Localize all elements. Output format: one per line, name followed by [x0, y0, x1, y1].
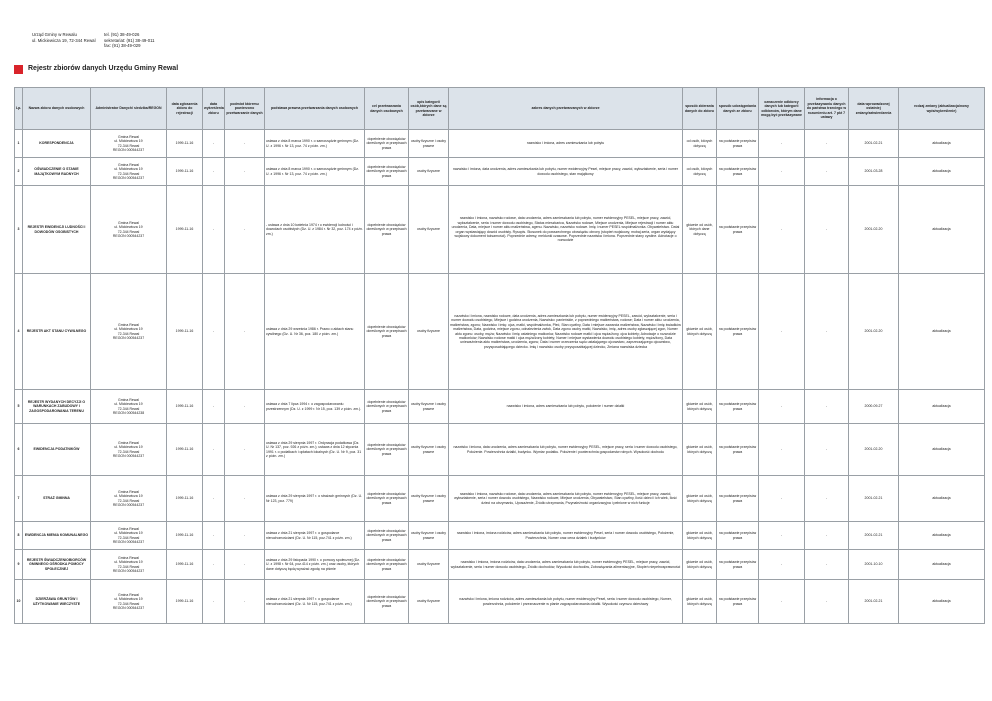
legal-basis: ustawa z dnia 29 sierpnia 1997 r. Ordynacja podatkowa (Dz. U. Nr 137, poz. 926 z późn. zm.); ustawa z dnia 12 stycznia 1991 r. o podatkach i opłatach lokalnych (Dz. U. Nr 9, poz. 31 z późn. zm.): [265, 424, 365, 476]
third-country-transfer: -: [805, 158, 849, 186]
admin-line: ul. Mickiewicza 19: [114, 327, 143, 332]
admin-line: REGON 000544237: [112, 568, 145, 573]
collection-method: głównie od osób, których dane dotyczą: [683, 186, 717, 274]
data-scope: nazwisko i imiona, data urodzenia, adres zamieszkania lub pobytu, numer ewidencyjny Pesel, miejsce pracy, zawód, wykształcenie, seria i numer dowodu osobistego, stan majątkowy: [449, 158, 683, 186]
third-country-transfer: -: [805, 424, 849, 476]
col-header: data zgłoszenia zbioru do rejestracji: [167, 88, 203, 130]
dataset-name: REJESTR WYDANYCH DECYZJI O WARUNKACH ZABUDOWY I ZAGOSPODAROWANIA TERENU: [23, 390, 91, 424]
legal-basis: ustawa z dnia 29 sierpnia 1997 r. o strażach gminnych (Dz. U. Nr 123, poz. 779): [265, 476, 365, 522]
last-change-date: 2001-02-21: [849, 580, 899, 624]
recipients: -: [759, 550, 805, 580]
col-header: cel przetwarzania danych osobowych: [365, 88, 409, 130]
admin-line: Gmina Rewal: [117, 526, 139, 531]
collection-method: głównie od osób, których dotyczą: [683, 476, 717, 522]
row-number: 5: [15, 390, 23, 424]
person-categories: osoby fizyczne: [409, 186, 449, 274]
col-header: informacja o przekazywaniu danych do państwa trzeciego w rozumieniu art. 7 pkt 7 ustawy: [805, 88, 849, 130]
entrusted-entity: -: [225, 130, 265, 158]
admin-line: 72-344 Rewal: [117, 171, 140, 176]
register-table: [14, 87, 985, 624]
person-categories: osoby fizyczne: [409, 550, 449, 580]
entrusted-entity: -: [225, 550, 265, 580]
col-header: podmiot któremu powierzono przetwarzanie danych: [225, 88, 265, 130]
processing-purpose: dopełnienie obowiązków określonych w przepisach prawa: [365, 390, 409, 424]
dataset-name: REJESTR EWIDENCJI LUDNOŚCI I DOWODÓW OSOBISTYCH: [23, 186, 91, 274]
collection-method: głównie od osób, których dotyczą: [683, 550, 717, 580]
processing-purpose: dopełnienie obowiązków określonych w przepisach prawa: [365, 424, 409, 476]
recipients: -: [759, 158, 805, 186]
collection-method: od osób, których dotyczą: [683, 158, 717, 186]
person-categories: osoby fizyczne: [409, 158, 449, 186]
administrator: [91, 522, 167, 550]
row-number: 6: [15, 424, 23, 476]
table-row: [15, 274, 985, 390]
admin-line: REGON 000544237: [112, 453, 145, 458]
admin-line: 72-344 Rewal: [117, 601, 140, 606]
row-number: 2: [15, 158, 23, 186]
third-country-transfer: -: [805, 130, 849, 158]
registration-date: 1999-11-16: [167, 158, 203, 186]
person-categories: osoby fizyczne: [409, 274, 449, 390]
collection-method: od osób, których dotyczą: [683, 130, 717, 158]
admin-line: Gmina Rewal: [117, 555, 139, 560]
admin-line: 72-344 Rewal: [117, 449, 140, 454]
change-kind: aktualizacja: [899, 274, 985, 390]
processing-purpose: dopełnienie obowiązków określonych w przepisach prawa: [365, 186, 409, 274]
admin-line: ul. Mickiewicza 19: [114, 560, 143, 565]
person-categories: osoby fizyczne i osoby prawne: [409, 476, 449, 522]
data-scope: nazwisko i imiona, adres zamieszkania lub pobytu, położenie i numer działki: [449, 390, 683, 424]
person-categories: osoby fizyczne i osoby prawne: [409, 522, 449, 550]
legal-basis: ustawa z dnia 7 lipca 1994 r. o zagospodarowaniu przestrzennym (Dz. U. z 1999 r. Nr 15, poz. 139 z późn. zm.).: [265, 390, 365, 424]
admin-line: ul. Mickiewicza 19: [114, 445, 143, 450]
registration-date: 1999-11-16: [167, 390, 203, 424]
admin-line: 72-344 Rewal: [117, 229, 140, 234]
change-kind: aktualizacja: [899, 424, 985, 476]
collection-method: głównie od osób, których dotyczą: [683, 424, 717, 476]
recipients: -: [759, 274, 805, 390]
table-row: [15, 390, 985, 424]
admin-line: REGON 000544237: [112, 605, 145, 610]
processing-purpose: dopełnienie obowiązków określonych w przepisach prawa: [365, 476, 409, 522]
data-scope: nazwisko i imiona, nazwisko rodowe, data urodzenia, adres zamieszkania lub pobytu, numer ewidencyjny PESEL, zawód, wykształcenie, seria i numer dowodu osobistego, Miejsce i godzina urodzenia, Nazwisko: panieńskie, z poprzedniego małżeństwa, rodowe; Data i numer aktu: urodzenia, małżeństwa, zgonu; Nazwisko i imię: ojca, matki, współmałżonka, Płeć, Stan cywilny, Data i miejsce zawarcia małżeństwa, Nazwisko i imię świadków małżeństwa, Data, godzina, miejsce zgonu, odnalezienia zwłok, Data zgonu osoby matki, Nazwisko, imię, adres osoby zgłaszającej zgon, Numer aktu zgonu: osoby, męża; Nazwisko i imię ostatniego małżonka; Nazwisko rodowe matki i ojca męża/żony, ojca kobiety; Adnotacje o rozwodzie małżonków; Nazwisko rodowe matki i ojca męża/żony kobiety; Numer i miejsce wystawienia dowodu osobistego kobiety, męża/żony, Data unieważnienia aktu małżeństwa, urodzenia, zgonu; Data i numer orzeczenia sądu ustalającego ojcowstwo, zaprzeczającego ojcowstwo, przysposabiającego dziecko. Imię i nazwisko osoby przysposabiającej dziecko, Zmiana nazwiska dziecka: [449, 274, 683, 390]
collection-method: głównie od osób, których dotyczą: [683, 274, 717, 390]
data-scope: nazwisko i imiona, nazwisko rodowe, data urodzenia, adres zamieszkania lub pobytu, numer ewidencyjny PESEL, miejsce pracy, zawód, wykształcenie, seria i numer dowodu osobistego, Nazwisko rodowe, Miejsce urodzenia, Obywatelstwo, Stan cywilny, Ilość dzieci i ich wiek, Ilość dzieci na utrzymaniu, Uposażenie, Źródło utrzymania, Przynależność organizacyjna i pełnione w nich funkcje: [449, 476, 683, 522]
dataset-name: KORESPONDENCJA: [23, 130, 91, 158]
sharing-method: na podstawie przepisów prawa: [717, 158, 759, 186]
admin-line: REGON 000544237: [112, 147, 145, 152]
change-kind: aktualizacja: [899, 522, 985, 550]
change-kind: aktualizacja: [899, 130, 985, 158]
recipients: -: [759, 186, 805, 274]
sharing-method: na podstawie przepisów prawa: [717, 424, 759, 476]
dataset-name: REJESTR AKT STANU CYWILNEGO: [23, 274, 91, 390]
third-country-transfer: -: [805, 186, 849, 274]
legal-basis: ustawa z dnia 8 marca 1990 r. o samorządzie gminnym (Dz. U. z 1996 r. Nr 13, poz. 74 z późn. zm.): [265, 130, 365, 158]
entrusted-entity: -: [225, 580, 265, 624]
data-scope: nazwisko i imiona, imiona rodziców, adres zamieszkania lub pobytu, numer ewidencyjny Pesel, seria i numer dowodu osobistego, Numer, powierzchnia, położenie i przeznaczenie w planie zagospodarowania działki. Wysokość czynszu dzierżawy: [449, 580, 683, 624]
col-header: zakres danych przetwarzanych w zbiorze: [449, 88, 683, 130]
admin-line: ul. Mickiewicza 19: [114, 139, 143, 144]
dataset-name: EWIDENCJA MIENIA KOMUNALNEGO: [23, 522, 91, 550]
admin-line: Gmina Rewal: [117, 134, 139, 139]
sharing-method: na podstawie przepisów prawa: [717, 580, 759, 624]
deletion-date: -: [203, 274, 225, 390]
data-scope: nazwisko i imiona, imiona rodziców, data urodzenia, adres zamieszkania lub pobytu, numer ewidencyjny PESEL, miejsce pracy, zawód, wykształcenie, seria i numer dowodu osobistego, Źródło dochodów, Wysokość dochodów, Zobowiązania alimentacyjne, Stopień niepełnosprawności: [449, 550, 683, 580]
third-country-transfer: -: [805, 580, 849, 624]
row-number: 9: [15, 550, 23, 580]
admin-line: Gmina Rewal: [117, 489, 139, 494]
deletion-date: -: [203, 550, 225, 580]
third-country-transfer: -: [805, 390, 849, 424]
deletion-date: -: [203, 522, 225, 550]
deletion-date: -: [203, 158, 225, 186]
administrator: [91, 476, 167, 522]
office-phone: tel. (91) 38-49-026: [104, 32, 140, 37]
sharing-method: na podstawie przepisów prawa: [717, 130, 759, 158]
admin-line: 72-344 Rewal: [117, 535, 140, 540]
col-header: data wprowadzonej ostatniej zmiany/zatwierdzenia: [849, 88, 899, 130]
administrator: [91, 186, 167, 274]
admin-line: ul. Mickiewicza 19: [114, 597, 143, 602]
registration-date: 1999-11-16: [167, 476, 203, 522]
registration-date: 1999-11-16: [167, 522, 203, 550]
person-categories: osoby fizyczne i osoby prawne: [409, 424, 449, 476]
row-number: 7: [15, 476, 23, 522]
sharing-method: na podstawie przepisów prawa: [717, 186, 759, 274]
admin-line: Gmina Rewal: [117, 220, 139, 225]
admin-line: ul. Mickiewicza 19: [114, 167, 143, 172]
person-categories: osoby fizyczne i osoby prawne: [409, 390, 449, 424]
processing-purpose: dopełnienie obowiązków określonych w przepisach prawa: [365, 522, 409, 550]
office-contacts: [104, 32, 155, 49]
sharing-method: na podstawie przepisów prawa: [717, 274, 759, 390]
col-header: Administrator Danych/ siedziba/REGON: [91, 88, 167, 130]
entrusted-entity: -: [225, 390, 265, 424]
last-change-date: 2001-03-28: [849, 158, 899, 186]
admin-line: REGON 000544238: [112, 410, 145, 415]
recipients: -: [759, 476, 805, 522]
admin-line: 72-344 Rewal: [117, 143, 140, 148]
registration-date: 1999-11-16: [167, 580, 203, 624]
registration-date: 1999-11-16: [167, 186, 203, 274]
data-scope: nazwisko i imiona, data urodzenia, adres zamieszkania lub pobytu, numer ewidencyjny PESEL, miejsce pracy, seria i numer dowodu osobistego, Położenie. Powierzchnia działki, budynku. Wymiar podatku. Położenie i powierzchnia gospodarstw rolnych. Wysokość dochodu: [449, 424, 683, 476]
last-change-date: 2001-02-21: [849, 130, 899, 158]
admin-line: ul. Mickiewicza 19: [114, 494, 143, 499]
table-row: [15, 476, 985, 522]
change-kind: aktualizacja: [899, 158, 985, 186]
header-row: [15, 88, 985, 130]
third-country-transfer: -: [805, 522, 849, 550]
col-header: sposób udostępniania danych ze zbioru: [717, 88, 759, 130]
collection-method: głównie od osób, których dotyczą: [683, 522, 717, 550]
row-number: 10: [15, 580, 23, 624]
administrator: [91, 550, 167, 580]
admin-line: REGON 000544237: [112, 175, 145, 180]
table-row: [15, 522, 985, 550]
recipients: -: [759, 130, 805, 158]
admin-line: ul. Mickiewicza 19: [114, 531, 143, 536]
admin-line: REGON 000544237: [112, 539, 145, 544]
sharing-method: na podstawie przepisów prawa: [717, 476, 759, 522]
col-header: opis kategorii osób,których dane są przetwarzane w zbiorze: [409, 88, 449, 130]
entrusted-entity: -: [225, 522, 265, 550]
administrator: [91, 390, 167, 424]
admin-line: 72-344 Rewal: [117, 406, 140, 411]
entrusted-entity: -: [225, 158, 265, 186]
legal-basis: ustawa z dnia 21 sierpnia 1997 r. o gospodarce nieruchomościami (Dz. U. Nr 115, poz.741 z późn. zm.): [265, 522, 365, 550]
data-scope: nazwisko i imiona, nazwisko rodowe, data urodzenia, adres zamieszkania lub pobytu, numer ewidencyjny PESEL, miejsce pracy, zawód, wykształcenie, seria i numer dowodu osobistego, Status mieszkańca, Nazwisko rodowe, Miejsce urodzenia, Miejsce rejestracji i numer aktu urodzenia, Data, miejsce i numer aktu małżeństwa, agenu. Nazwisko, nazwisko rodowe. Imię i numer PESEL współmałżonka. Obywatelstwo. Datai organ wystawiający dowód osobisty. Rysopis. Stosunek do powszechnego obowiązku obrony (stopień wojskowy, mobaj.seria, organ wydający wojskowy dokument tożsamości). Poprzednie adresy, meldunki czasowe. Poprzednie nazwiska i imiona. Poprzednie stany cywilne. Adnotacje o rozwodzie: [449, 186, 683, 274]
dataset-name: STRAŻ GMINNA: [23, 476, 91, 522]
col-header: oznaczenie odbiorcy danych lub kategorii odbiorców, którym dane mogą być przekazywane: [759, 88, 805, 130]
row-number: 1: [15, 130, 23, 158]
deletion-date: -: [203, 580, 225, 624]
table-row: [15, 580, 985, 624]
admin-line: Gmina Rewal: [117, 440, 139, 445]
admin-line: Gmina Rewal: [117, 592, 139, 597]
row-number: 8: [15, 522, 23, 550]
administrator: [91, 424, 167, 476]
deletion-date: -: [203, 424, 225, 476]
admin-line: 72-344 Rewal: [117, 331, 140, 336]
last-change-date: 2001-02-20: [849, 186, 899, 274]
entrusted-entity: -: [225, 476, 265, 522]
change-kind: aktualizacja: [899, 476, 985, 522]
recipients: -: [759, 522, 805, 550]
processing-purpose: dopełnienie obowiązków określonych w przepisach prawa: [365, 158, 409, 186]
third-country-transfer: -: [805, 274, 849, 390]
administrator: [91, 274, 167, 390]
admin-line: ul. Mickiewicza 19: [114, 225, 143, 230]
processing-purpose: dopełnienie obowiązków określonych w przepisach prawa: [365, 274, 409, 390]
registration-date: 1999-11-16: [167, 424, 203, 476]
office-fax: fax: (91) 38-49-029: [104, 43, 141, 49]
deletion-date: -: [203, 390, 225, 424]
admin-line: Gmina Rewal: [117, 397, 139, 402]
entrusted-entity: -: [225, 274, 265, 390]
dataset-name: REJESTR ŚWIADCZENIOBIORCÓW GMINNEGO OŚRODKA POMOCY SPOŁECZNEJ: [23, 550, 91, 580]
admin-line: 72-344 Rewal: [117, 498, 140, 503]
table-row: [15, 186, 985, 274]
administrator: [91, 580, 167, 624]
last-change-date: 2001-02-21: [849, 476, 899, 522]
legal-basis: - ustawa z dnia 10 kwietnia 1974 r o ewidencji ludności i dowodach osobistych (Dz. U. z 1984 r. Nr 32, poz. 174 z późn. zm.): [265, 186, 365, 274]
entrusted-entity: -: [225, 186, 265, 274]
table-row: [15, 158, 985, 186]
deletion-date: -: [203, 130, 225, 158]
change-kind: aktualizacja: [899, 550, 985, 580]
office-secretary: sekretariat: (91) 38-49-011: [104, 37, 155, 43]
administrator: [91, 158, 167, 186]
change-kind: aktualizacja: [899, 390, 985, 424]
last-change-date: 2000-09-27: [849, 390, 899, 424]
data-scope: nazwisko i imiona, imiona rodziców, adres zamieszkania lub pobytu, numer ewidencyjny Pesel, seria i numer dowodu osobistego, Położenie, Powierzchnia, Numer oraz cena działek i budynków: [449, 522, 683, 550]
change-kind: aktualizacja: [899, 580, 985, 624]
admin-line: REGON 000544237: [112, 233, 145, 238]
processing-purpose: dopełnienie obowiązków określonych w przepisach prawa: [365, 550, 409, 580]
last-change-date: 2001-02-20: [849, 424, 899, 476]
recipients: -: [759, 580, 805, 624]
person-categories: osoby fizyczne: [409, 580, 449, 624]
row-number: 4: [15, 274, 23, 390]
col-header: Lp.: [15, 88, 23, 130]
col-header: data wykreślenia zbioru: [203, 88, 225, 130]
deletion-date: -: [203, 186, 225, 274]
dataset-name: EWIDENCJA PODATNIKÓW: [23, 424, 91, 476]
registration-date: 1999-11-16: [167, 130, 203, 158]
sharing-method: na podstawie przepisów prawa: [717, 390, 759, 424]
recipients: -: [759, 390, 805, 424]
col-header: Nazwa zbioru danych osobowych: [23, 88, 91, 130]
title-marker: [14, 65, 23, 74]
col-header: podstawa prawna przetwarzania danych osobowych: [265, 88, 365, 130]
change-kind: aktualizacja: [899, 186, 985, 274]
registration-date: 1999-11-16: [167, 274, 203, 390]
registration-date: 1999-11-16: [167, 550, 203, 580]
office-street: ul. Mickiewicza 19, 72-344 Rewal: [32, 37, 96, 43]
admin-line: 72-344 Rewal: [117, 564, 140, 569]
office-name: Urząd Gminy w Rewalu: [32, 32, 77, 37]
processing-purpose: dopełnienie obowiązków określonych w przepisach prawa: [365, 130, 409, 158]
admin-line: REGON 000544237: [112, 502, 145, 507]
last-change-date: 2001-02-21: [849, 522, 899, 550]
data-scope: nazwisko i imiona, adres zamieszkania lub pobytu: [449, 130, 683, 158]
row-number: 3: [15, 186, 23, 274]
third-country-transfer: -: [805, 550, 849, 580]
deletion-date: -: [203, 476, 225, 522]
entrusted-entity: -: [225, 424, 265, 476]
col-header: sposób zbierania danych do zbioru: [683, 88, 717, 130]
page-title: Rejestr zbiorów danych Urzędu Gminy Rewal: [28, 65, 179, 72]
legal-basis: ustawa z dnia 8 marca 1990 r. o samorządzie gminnym (Dz. U. z 1996 r. Nr 13, poz. 74 z późn. zm.): [265, 158, 365, 186]
collection-method: głównie od osób, których dotyczą: [683, 580, 717, 624]
admin-line: ul. Mickiewicza 19: [114, 402, 143, 407]
col-header: rodzaj zmiany (aktualizacja/nowy wpis/wykreślenie): [899, 88, 985, 130]
third-country-transfer: -: [805, 476, 849, 522]
recipients: -: [759, 424, 805, 476]
person-categories: osoby fizyczne i osoby prawne: [409, 130, 449, 158]
dataset-name: DZIERŻAWA GRUNTÓW I UŻYTKOWANIE WIECZYSTE: [23, 580, 91, 624]
table-row: [15, 550, 985, 580]
office-address: [32, 32, 96, 43]
legal-basis: ustawa z dnia 29 listopada 1990 r. o pomocy społecznej (Dz. U. z 1998 r. Nr 64, poz.414 z późn. zm.) oraz osoby, których dane dotyczą będą wyrażać zgodę na piśmie: [265, 550, 365, 580]
legal-basis: ustawa z dnia 29 września 1986 r. Prawo o aktach stanu cywilnego (Dz. U. Nr 36, poz. 180 z późn. zm.): [265, 274, 365, 390]
admin-line: Gmina Rewal: [117, 162, 139, 167]
administrator: [91, 130, 167, 158]
last-change-date: 2001-02-20: [849, 274, 899, 390]
sharing-method: na podstawie przepisów prawa: [717, 522, 759, 550]
last-change-date: 2001-10-10: [849, 550, 899, 580]
table-row: [15, 130, 985, 158]
admin-line: Gmina Rewal: [117, 322, 139, 327]
sharing-method: na podstawie przepisów prawa: [717, 550, 759, 580]
processing-purpose: dopełnienie obowiązków określonych w przepisach prawa: [365, 580, 409, 624]
table-row: [15, 424, 985, 476]
legal-basis: ustawa z dnia 21 sierpnia 1997 r. o gospodarce nieruchomościami (Dz. U. Nr 115, poz.741 z późn. zm.): [265, 580, 365, 624]
dataset-name: OŚWIADCZENIE O STANIE MAJĄTKOWYM RADNYCH: [23, 158, 91, 186]
collection-method: głównie od osób, których dotyczą: [683, 390, 717, 424]
admin-line: REGON 000544237: [112, 335, 145, 340]
